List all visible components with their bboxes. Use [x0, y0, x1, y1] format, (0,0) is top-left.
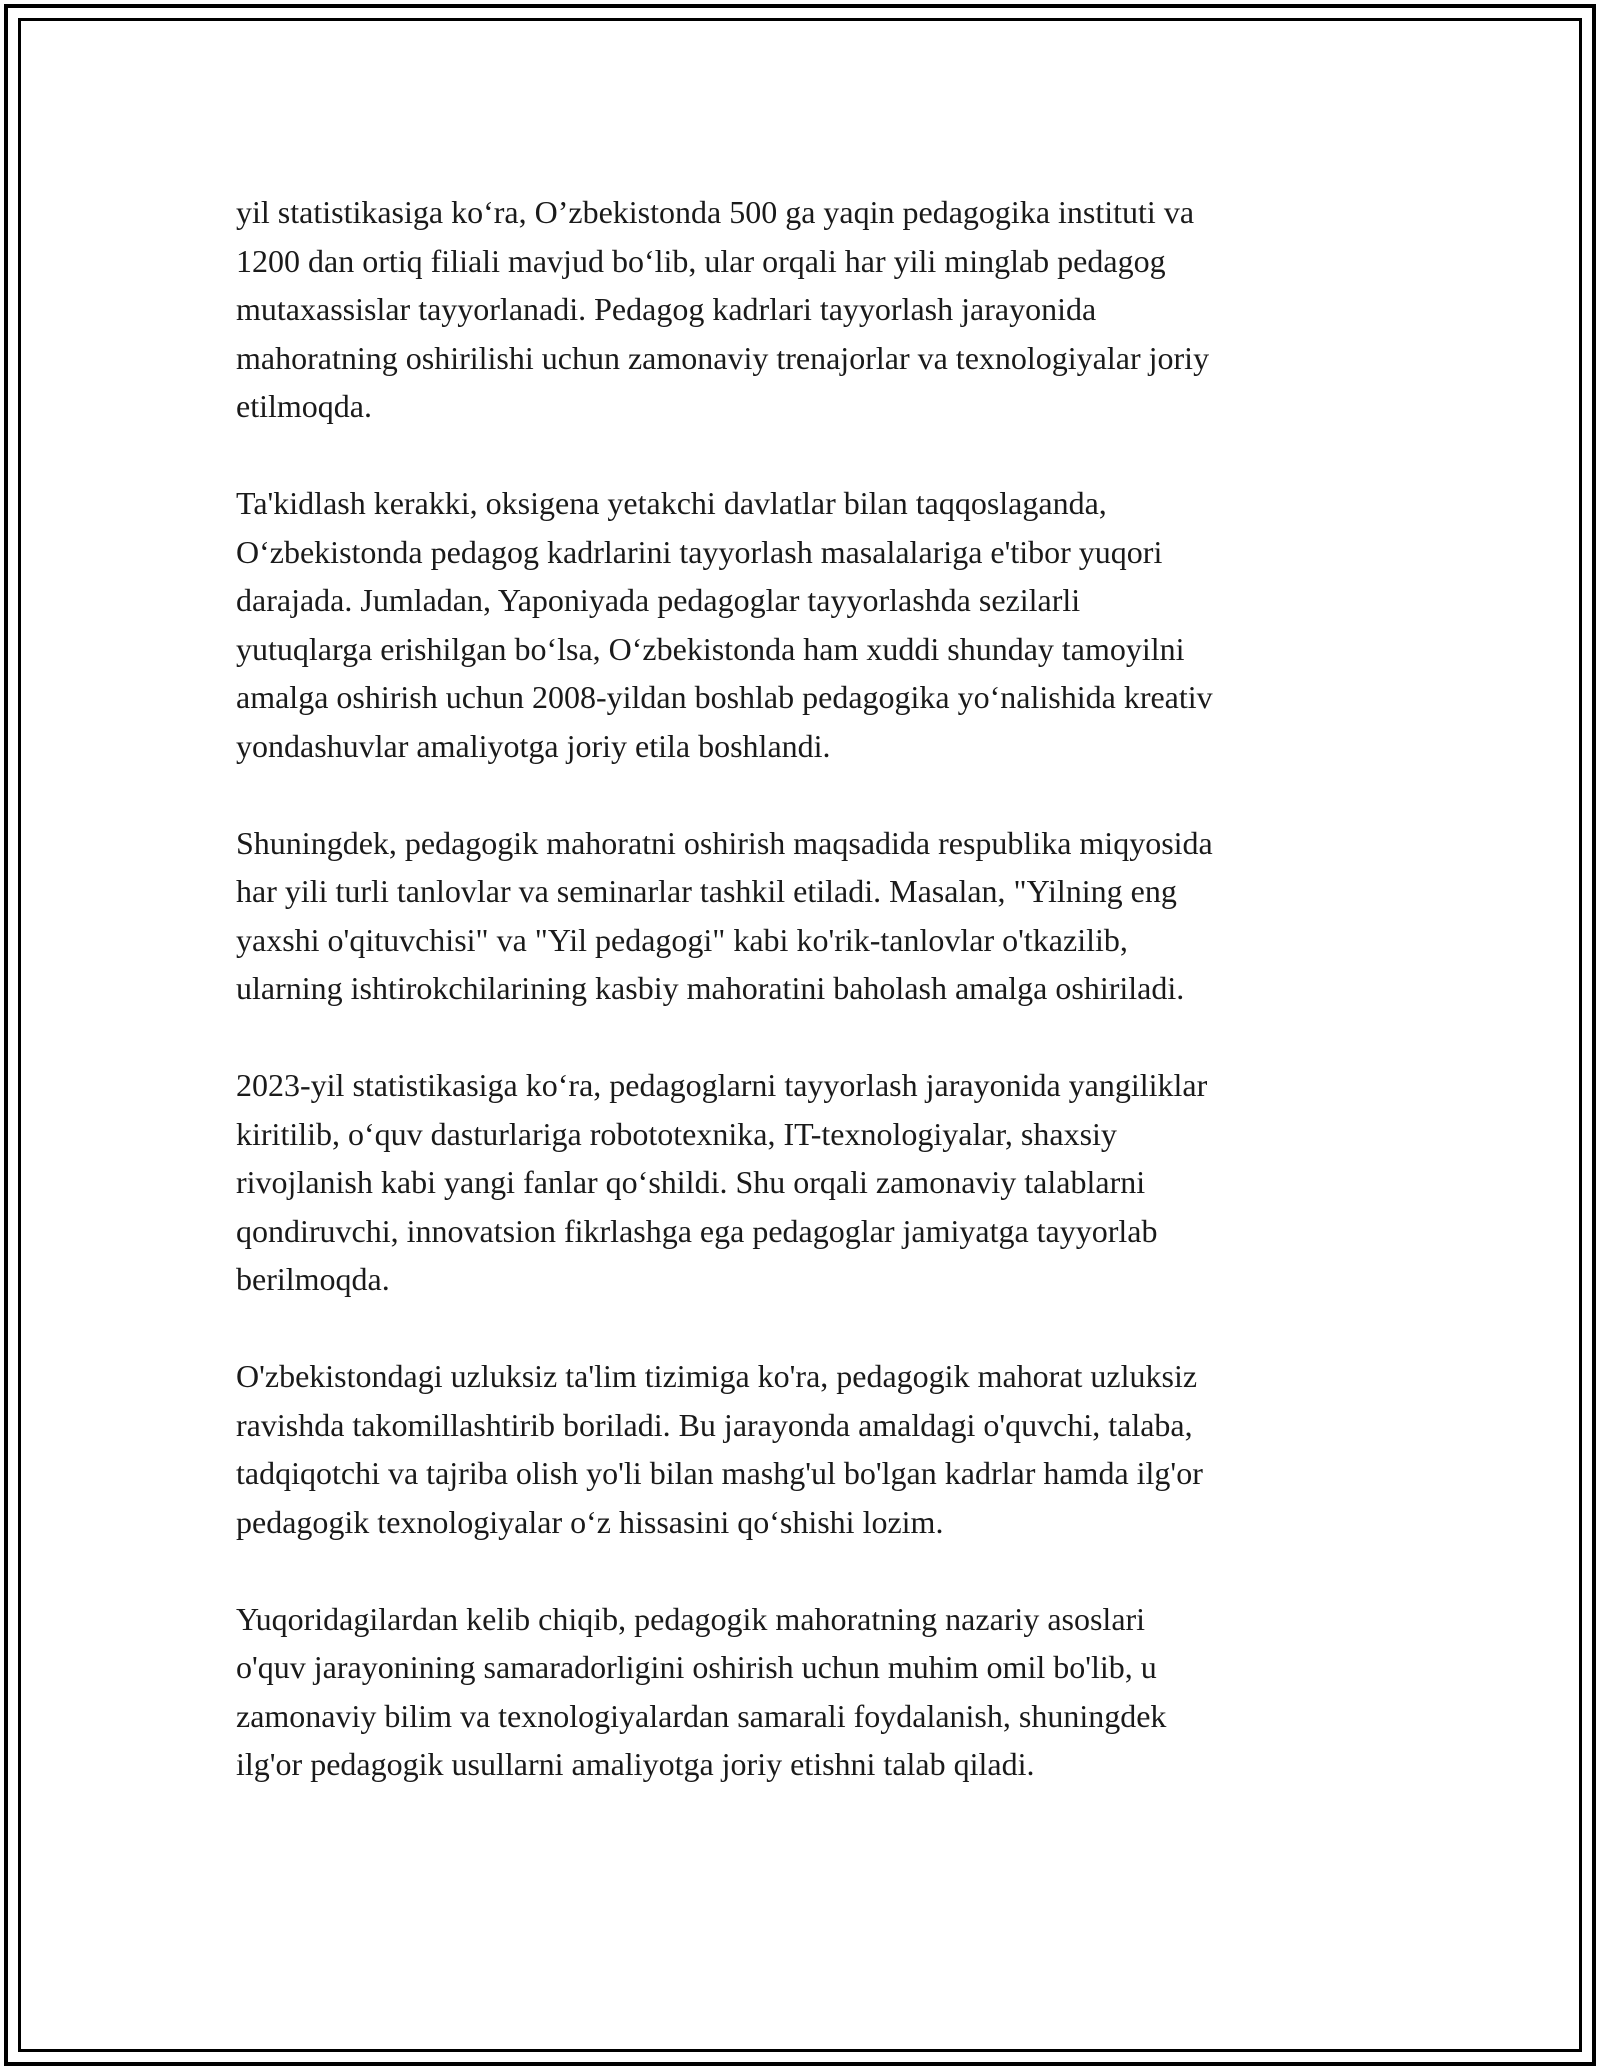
text-line: etilmoqda. — [236, 388, 372, 424]
document-body — [236, 188, 1376, 1837]
text-line: yaxshi o'qituvchisi" va "Yil pedagogi" kabi ko'rik-tanlovlar o'tkazilib, — [236, 921, 1128, 958]
paragraph-conclusion — [236, 1595, 1376, 1789]
text-line: Ta'kidlash kerakki, oksigena yetakchi davlatlar bilan taqqoslaganda, — [236, 485, 1107, 521]
text-line: har yili turli tanlovlar va seminarlar tashkil etiladi. Masalan, "Yilning eng — [236, 873, 1177, 909]
paragraph-2023-statistics — [236, 1061, 1376, 1304]
paragraph-statistics — [236, 188, 1376, 431]
text-line: O'zbekistondagi uzluksiz ta'lim tizimiga ko'ra, pedagogik mahorat uzluksiz — [236, 1358, 1198, 1394]
text-line: 2023-yil statistikasiga koʻra, pedagoglarni tayyorlash jarayonida yangiliklar — [236, 1067, 1208, 1103]
text-line: mahoratning oshirilishi uchun zamonaviy trenajorlar va texnologiyalar joriy — [236, 339, 1210, 376]
text-line: qondiruvchi, innovatsion fikrlashga ega pedagoglar jamiyatga tayyorlab — [236, 1212, 1158, 1249]
text-line: yondashuvlar amaliyotga joriy etila boshlandi. — [236, 727, 831, 764]
text-line: Oʻzbekistonda pedagog kadrlarini tayyorlash masalalariga e'tibor yuqori — [236, 533, 1163, 570]
text-line: rivojlanish kabi yangi fanlar qoʻshildi. Shu orqali zamonaviy talablarni — [236, 1164, 1146, 1200]
text-line: ularning ishtirokchilarining kasbiy mahoratini baholash amalga oshiriladi. — [236, 970, 1185, 1006]
text-line: ravishda takomillashtirib boriladi. Bu jarayonda amaldagi o'quvchi, talaba, — [236, 1406, 1193, 1443]
text-line: zamonaviy bilim va texnologiyalardan samarali foydalanish, shuningdek — [236, 1697, 1167, 1734]
text-line: ilg'or pedagogik usullarni amaliyotga joriy etishni talab qiladi. — [236, 1746, 1035, 1782]
text-line: pedagogik texnologiyalar oʻz hissasini qoʻshishi lozim. — [236, 1503, 944, 1540]
text-line: 1200 dan ortiq filiali mavjud boʻlib, ular orqali har yili minglab pedagog — [236, 242, 1166, 279]
text-line: Yuqoridagilardan kelib chiqib, pedagogik mahoratning nazariy asoslari — [236, 1600, 1146, 1637]
paragraph-comparison — [236, 479, 1376, 770]
paragraph-competitions — [236, 819, 1376, 1013]
text-line: Shuningdek, pedagogik mahoratni oshirish maqsadida respublika miqyosida — [236, 824, 1213, 861]
text-line: amalga oshirish uchun 2008-yildan boshlab pedagogika yoʻnalishida kreativ — [236, 679, 1213, 715]
text-line: kiritilib, oʻquv dasturlariga robototexnika, IT-texnologiyalar, shaxsiy — [236, 1115, 1117, 1152]
text-line: berilmoqda. — [236, 1261, 390, 1297]
text-line: mutaxassislar tayyorlanadi. Pedagog kadrlari tayyorlash jarayonida — [236, 291, 1097, 327]
text-line: yil statistikasiga koʻra, O’zbekistonda 500 ga yaqin pedagogika instituti va — [236, 194, 1195, 230]
text-line: o'quv jarayonining samaradorligini oshirish uchun muhim omil bo'lib, u — [236, 1649, 1157, 1685]
text-line: tadqiqotchi va tajriba olish yo'li bilan mashg'ul bo'lgan kadrlar hamda ilg'or — [236, 1455, 1203, 1491]
text-line: yutuqlarga erishilgan boʻlsa, Oʻzbekistonda ham xuddi shunday tamoyilni — [236, 630, 1185, 667]
text-line: darajada. Jumladan, Yaponiyada pedagoglar tayyorlashda sezilarli — [236, 582, 1081, 618]
paragraph-continuous-education — [236, 1352, 1376, 1546]
